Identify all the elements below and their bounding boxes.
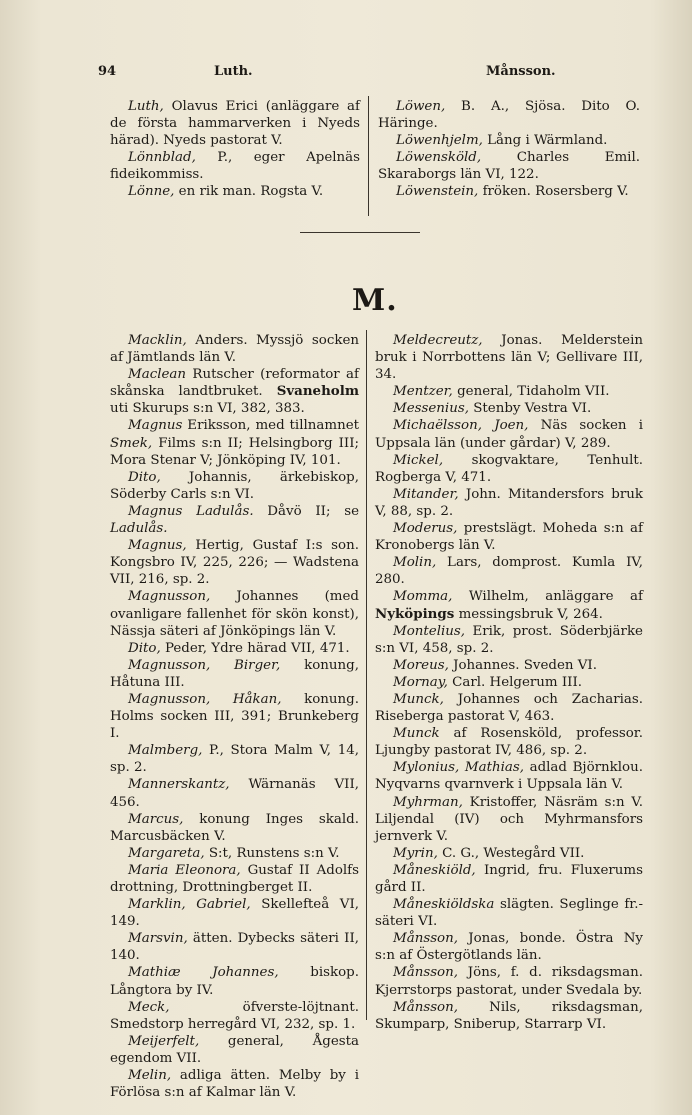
entry-text: C. G., Westegård VII. <box>437 845 585 861</box>
index-entry <box>378 132 640 149</box>
entry-text: Lång i Wärmland. <box>482 133 608 149</box>
entry-text: Olavus Erici (anläggare af de första hammarverken i Nyeds härad). Nyeds pastorat V. <box>110 99 360 149</box>
entry-name: Momma, <box>393 589 453 605</box>
index-entry <box>375 896 643 930</box>
index-entry <box>110 183 360 200</box>
entry-name: Magnusson, <box>128 589 211 605</box>
entry-text: af Rosensköld, professor. Ljungby pastorat IV, 486, sp. 2. <box>375 726 643 759</box>
entry-name-secondary: Smek, <box>110 435 153 451</box>
entry-text: Ingrid, fru. Fluxerums gård II. <box>375 862 643 895</box>
entry-name: Magnusson, <box>128 691 211 707</box>
entry-name: Dito, <box>128 469 161 485</box>
entry-name: Myrin, <box>393 845 438 861</box>
index-entry <box>375 674 643 691</box>
entry-text <box>482 418 494 433</box>
entry-name: Mornay, <box>393 674 448 690</box>
index-entry <box>110 999 359 1033</box>
index-entry <box>110 742 359 776</box>
entry-text: P., Stora Malm V, 14, sp. 2. <box>110 743 359 776</box>
entry-text: S:t, Runstens s:n V. <box>204 845 340 861</box>
index-entry <box>110 640 359 657</box>
entry-name: Meldecreutz, <box>393 333 483 348</box>
entry-text-after: adlad Björnklou. Nyqvarns qvarnverk i Uppsala län V. <box>375 760 644 793</box>
entry-text-after: konung. Holms socken III, 391; Brunkeberg I. <box>110 691 359 742</box>
entry-name-secondary: Mathias, <box>464 760 524 776</box>
entry-name: Magnus, <box>128 538 187 554</box>
entry-name: Moreus, <box>393 657 449 673</box>
section-rule <box>300 232 420 233</box>
entry-name: Margareta, <box>128 845 205 861</box>
index-entry <box>110 896 359 930</box>
index-entry <box>110 503 359 537</box>
index-entry <box>375 794 643 845</box>
index-entry <box>110 845 359 862</box>
index-entry <box>375 725 643 759</box>
entry-name: Lönnblad, <box>128 150 196 166</box>
index-entry <box>375 554 643 588</box>
entry-name: Mitander, <box>393 486 459 502</box>
index-entry <box>375 845 643 862</box>
entry-text: Wilhelm, anläggare af <box>452 589 643 605</box>
index-entry <box>110 366 359 417</box>
index-entry <box>375 400 643 417</box>
entry-text: Lars, domprost. Kumla IV, 280. <box>375 555 643 588</box>
entry-name: Månsson, <box>393 965 459 981</box>
entry-text: Stenby Vestra VI. <box>468 401 592 417</box>
entry-text: slägten. Seglinge fr.-säteri VI. <box>375 897 643 930</box>
entry-text-after: uti Skurups s:n VI, 382, 383. <box>110 401 305 417</box>
entry-text: Kristoffer, Näsräm s:n V. Liljendal (IV) och Myhrmansfors jernverk V. <box>375 794 643 844</box>
entry-name: Macklin, <box>128 333 187 348</box>
entry-text: Peder, Ydre härad VII, 471. <box>160 640 350 656</box>
entry-name: Mickel, <box>393 452 444 468</box>
index-entry <box>375 623 643 657</box>
entry-text: skogvaktare, Tenhult. Rogberga V, 471. <box>375 452 643 485</box>
entry-name: Mathiæ Johannes, <box>128 965 279 981</box>
entry-text: John. Mitandersfors bruk V, 88, sp. 2. <box>375 486 643 519</box>
entry-name: Mylonius, <box>393 760 460 776</box>
entry-name: Löwen, <box>396 99 446 114</box>
index-entry <box>375 930 643 964</box>
entry-name: Marcus, <box>128 811 184 827</box>
header-left-word: Luth. <box>214 64 253 79</box>
entry-text <box>186 897 197 912</box>
index-entry <box>110 1033 359 1067</box>
entry-emphasis: Svaneholm <box>276 383 359 400</box>
index-entry <box>375 657 643 674</box>
entry-name: Löwenstein, <box>396 184 479 200</box>
index-entry <box>110 964 359 998</box>
index-entry <box>378 98 640 132</box>
entry-name: Mentzer, <box>393 384 453 400</box>
index-entry <box>375 452 643 486</box>
entry-name: Maclean <box>128 367 187 383</box>
entry-text-after: Films s:n II; Helsingborg III; Mora Stenar V; Jönköping IV, 101. <box>110 435 359 468</box>
entry-text: Gustaf II Adolfs drottning, Drottningberget II. <box>110 862 359 895</box>
index-entry <box>375 999 643 1033</box>
entry-text: Nils, riksdagsman, Skumparp, Sniberup, Starrarp VI. <box>375 999 643 1032</box>
index-entry <box>110 862 359 896</box>
entry-text: Jonas. Melderstein bruk i Norrbottens län V; Gellivare III, 34. <box>375 333 643 383</box>
entry-name: Magnus <box>128 418 183 434</box>
index-entry <box>375 691 643 725</box>
entry-text: B. A., Sjösa. Dito O. Häringe. <box>378 99 640 132</box>
entry-emphasis: Nyköpings <box>375 605 455 622</box>
index-entry <box>110 776 359 810</box>
entry-text: prestslägt. Moheda s:n af Kronobergs län V. <box>375 521 643 554</box>
entry-name-secondary: Håkan, <box>232 691 282 707</box>
entry-name: Marklin, <box>128 897 186 913</box>
index-entry <box>378 149 640 183</box>
entry-name: Magnus Ladulås. <box>128 503 254 519</box>
index-entry <box>375 332 643 383</box>
index-entry <box>375 759 643 793</box>
top-left-column <box>110 98 360 201</box>
entry-name: Mannerskantz, <box>128 777 230 793</box>
index-entry <box>375 486 643 520</box>
column-divider-top <box>368 96 369 216</box>
entry-name: Munck <box>393 726 440 742</box>
entry-name: Månsson, <box>393 931 459 947</box>
section-letter: M. <box>352 283 398 318</box>
page-number: 94 <box>98 64 117 79</box>
bottom-right-column <box>375 332 643 1033</box>
entry-text: Carl. Helgerum III. <box>447 674 582 690</box>
entry-text-after: Näs socken i Uppsala län (under gårdar) V, 289. <box>375 418 643 451</box>
entry-text: konung Inges skald. Marcusbäcken V. <box>110 811 359 844</box>
entry-name: Montelius, <box>393 623 466 639</box>
entry-text: general, Ågesta egendom VII. <box>110 1033 359 1066</box>
entry-name: Löwensköld, <box>396 150 482 166</box>
entry-text: öfverste-löjtnant. Smedstorp herregård VI, 232, sp. 1. <box>110 999 359 1032</box>
entry-name: Maria Eleonora, <box>128 862 241 878</box>
entry-text: Charles Emil. Skaraborgs län VI, 122. <box>378 150 640 183</box>
index-entry <box>110 149 360 183</box>
entry-name: Meijerfelt, <box>128 1033 200 1049</box>
entry-text: adliga ätten. Melby by i Förlösa s:n af Kalmar län V. <box>110 1068 359 1101</box>
entry-name: Meck, <box>128 999 170 1015</box>
entry-text: Hertig, Gustaf I:s son. Kongsbro IV, 225, 226; — Wadstena VII, 216, sp. 2. <box>110 538 359 588</box>
entry-name-secondary: Joen, <box>494 418 529 434</box>
entry-text-after: konung, Håtuna III. <box>110 657 359 690</box>
entry-text-after: messingsbruk V, 264. <box>454 606 603 622</box>
entry-name: Månsson, <box>393 999 459 1015</box>
entry-name: Löwenhjelm, <box>396 133 483 149</box>
index-entry <box>375 417 643 451</box>
header-right-word: Månsson. <box>486 64 556 79</box>
index-entry <box>110 930 359 964</box>
index-entry <box>375 964 643 998</box>
entry-name: Moderus, <box>393 521 458 537</box>
entry-text: general, Tidaholm VII. <box>452 384 610 400</box>
entry-text <box>210 658 234 673</box>
entry-text: Rutscher (reformator af skånska landtbruket. <box>110 367 359 400</box>
index-entry <box>110 332 359 366</box>
entry-text: Johannis, ärkebiskop, Söderby Carls s:n VI. <box>110 469 359 502</box>
entry-name: Malmberg, <box>128 743 203 759</box>
entry-text: Erik, prost. Söderbjärke s:n VI, 458, sp. 2. <box>375 623 643 656</box>
index-entry <box>110 537 359 588</box>
entry-name: Melin, <box>128 1068 172 1084</box>
entry-name: Lönne, <box>128 184 175 200</box>
entry-text: Wärnanäs VII, 456. <box>110 777 359 810</box>
entry-name: Myhrman, <box>393 794 463 810</box>
entry-name: Michaëlsson, <box>393 418 482 434</box>
entry-name: Magnusson, <box>128 657 211 673</box>
running-header <box>0 64 692 84</box>
entry-name: Måneskiöldska <box>393 897 495 913</box>
entry-text: Eriksson, med tillnamnet <box>182 418 359 434</box>
index-entry <box>375 862 643 896</box>
index-entry <box>110 1067 359 1101</box>
entry-text: Jonas, bonde. Östra Ny s:n af Östergötlands län. <box>375 931 643 964</box>
index-entry <box>110 811 359 845</box>
entry-name: Luth, <box>128 99 164 114</box>
index-entry <box>110 691 359 742</box>
entry-text: ätten. Dybecks säteri II, 140. <box>110 931 359 964</box>
entry-text: en rik man. Rogsta V. <box>174 184 324 200</box>
entry-name: Molin, <box>393 555 437 571</box>
index-entry <box>110 588 359 639</box>
entry-name: Messenius, <box>393 401 469 417</box>
top-right-column <box>378 98 640 201</box>
index-entry <box>375 383 643 400</box>
entry-text: biskop. Långtora by IV. <box>110 965 359 998</box>
entry-name-secondary: Gabriel, <box>196 897 251 913</box>
entry-name: Marsvin, <box>128 931 188 947</box>
entry-text-after: Skellefteå VI, 149. <box>110 897 359 930</box>
index-entry <box>110 469 359 503</box>
entry-name-secondary: Birger, <box>234 657 281 673</box>
entry-text: Johannes och Zacharias. Riseberga pastorat V, 463. <box>375 691 643 725</box>
entry-text: Johannes. Sveden VI. <box>448 657 597 673</box>
column-divider-bottom <box>366 330 367 1020</box>
index-entry <box>110 98 360 149</box>
index-entry <box>110 417 359 468</box>
index-entry <box>375 520 643 554</box>
entry-name-secondary: Ladulås. <box>110 521 168 537</box>
index-entry <box>375 588 643 622</box>
index-entry <box>110 657 359 691</box>
entry-text: Johannes (med ovanligare fallenhet för skön konst), Nässja säteri af Jönköpings län V. <box>110 589 359 639</box>
entry-text <box>210 692 233 707</box>
entry-text: Dåvö II; se <box>253 503 359 519</box>
entry-name: Munck, <box>393 691 444 707</box>
entry-text: Jöns, f. d. riksdagsman. Kjerrstorps pastorat, under Svedala by. <box>375 965 643 998</box>
bottom-left-column <box>110 332 359 1101</box>
entry-text: P., eger Apelnäs fideikommiss. <box>110 150 360 183</box>
entry-name: Dito, <box>128 640 161 656</box>
entry-text: fröken. Rosersberg V. <box>478 184 629 200</box>
index-entry <box>378 183 640 200</box>
entry-text: Anders. Myssjö socken af Jämtlands län V. <box>110 333 359 366</box>
entry-name: Måneskiöld, <box>393 862 476 878</box>
